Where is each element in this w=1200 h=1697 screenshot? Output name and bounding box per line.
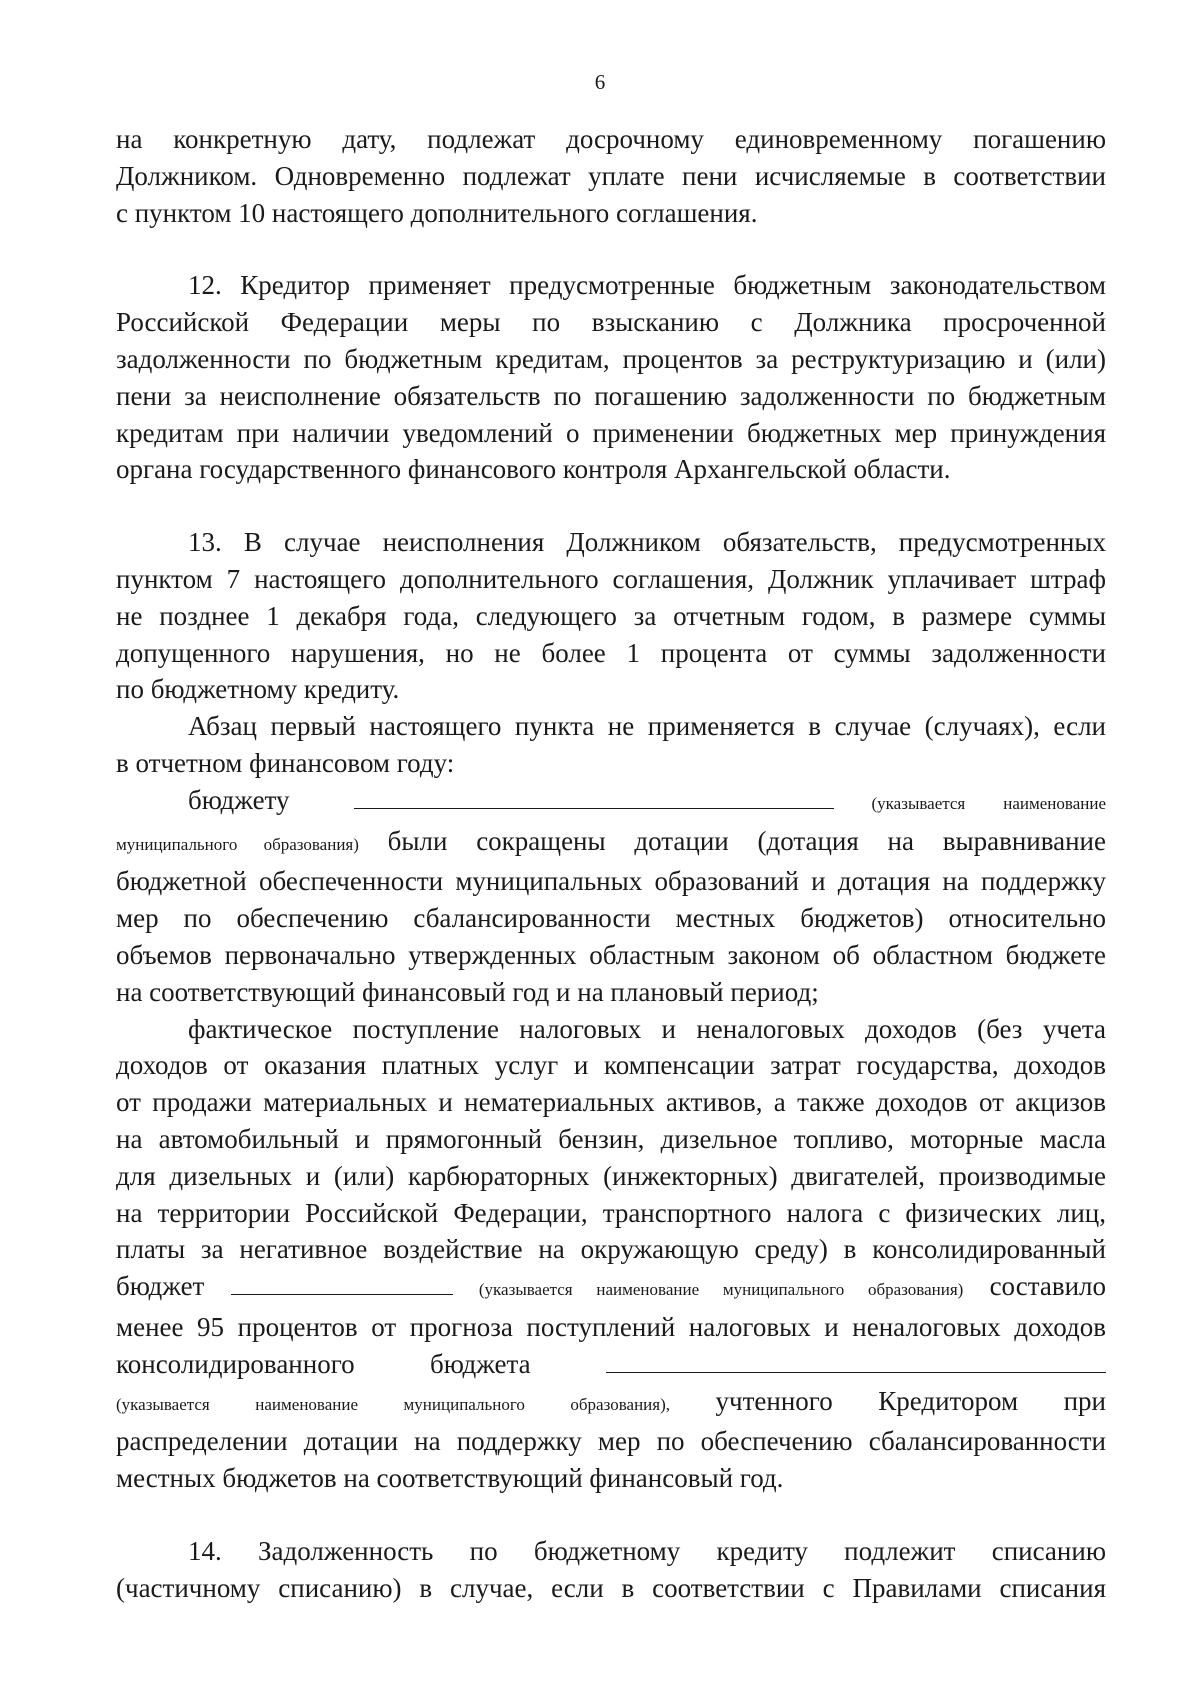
paragraph-11-continuation (116, 121, 1106, 231)
budget-line (116, 1268, 1106, 1309)
text-line (116, 823, 1106, 864)
budget-word: бюджет (116, 1271, 205, 1302)
text-line: 14. Задолженность по бюджетному кредиту подлежит списанию (188, 1535, 1106, 1566)
text-fragment: составило (989, 1271, 1107, 1302)
text-line: 12. Кредитор применяет предусмотренные бюджетным законодательством (188, 270, 1106, 301)
hint-text: наименование (255, 1394, 359, 1414)
text-line: задолженности по бюджетным кредитам, процентов за реструктуризацию и (или) (116, 343, 1106, 374)
text-fragment: были сокращены дотации (дотация на выравнивание (387, 825, 1106, 856)
paragraph-13-second (116, 708, 1106, 782)
text-fragment: бюджета (429, 1348, 531, 1379)
text-line: мер по обеспечению сбалансированности местных бюджетов) относительно (116, 903, 1106, 934)
hint-text: муниципального образования) (116, 834, 359, 854)
budget-line (116, 782, 1106, 823)
text-line: допущенного нарушения, но не более 1 процента от суммы задолженности (116, 637, 1106, 668)
text-line: органа государственного финансового контроля Архангельской области. (116, 454, 951, 485)
paragraph-14 (116, 1533, 1106, 1607)
text-line: с пунктом 10 настоящего дополнительного соглашения. (116, 197, 758, 228)
fill-in-blank (354, 784, 834, 809)
text-line: Должником. Одновременно подлежат уплате пени исчисляемые в соответствии (116, 160, 1106, 191)
text-line: на автомобильный и прямогонный бензин, дизельное топливо, моторные масла (116, 1123, 1106, 1154)
text-line: фактическое поступление налоговых и неналоговых доходов (без учета (188, 1013, 1106, 1044)
budget-word: бюджету (188, 784, 290, 815)
hint-text: (указывается наименование муниципального образования) (478, 1280, 964, 1300)
budget-line (116, 1346, 1106, 1383)
fill-in-blank (231, 1270, 453, 1295)
hint-text: наименование (1003, 793, 1106, 813)
paragraph-13 (116, 524, 1106, 708)
paragraph-12 (116, 267, 1106, 488)
text-line: 13. В случае неисполнения Должником обязательств, предусмотренных (188, 527, 1106, 558)
text-line: распределении дотации на поддержку мер по обеспечению сбалансированности (116, 1426, 1106, 1457)
text-line: на территории Российской Федерации, транспортного налога с физических лиц, (116, 1197, 1106, 1228)
hint-text: образования), (570, 1394, 670, 1414)
text-line: пунктом 7 настоящего дополнительного соглашения, Должник уплачивает штраф (116, 563, 1106, 594)
paragraph-13-budget-condition (116, 782, 1106, 1011)
page-number: 6 (594, 70, 606, 94)
text-line: доходов от оказания платных услуг и компенсации затрат государства, доходов (116, 1050, 1106, 1081)
document-body (116, 121, 1106, 1606)
text-line: объемов первоначально утвержденных областным законом об областном бюджете (116, 939, 1106, 970)
text-line: по бюджетному кредиту. (116, 674, 400, 705)
text-line: на конкретную дату, подлежат досрочному единовременному погашению (116, 124, 1106, 154)
text-line: пени за неисполнение обязательств по погашению задолженности по бюджетным (116, 380, 1106, 411)
text-line: менее 95 процентов от прогноза поступлений налоговых и неналоговых доходов (116, 1311, 1106, 1342)
text-line: Абзац первый настоящего пункта не применяется в случае (случаях), если (188, 711, 1106, 742)
hint-text: муниципального (403, 1394, 525, 1414)
text-line: бюджетной обеспеченности муниципальных образований и дотация на поддержку (116, 866, 1106, 897)
text-line: в отчетном финансовом году: (116, 747, 455, 778)
text-line: для дизельных и (или) карбюраторных (инжекторных) двигателей, производимые (116, 1160, 1106, 1191)
text-line: местных бюджетов на соответствующий финансовый год. (116, 1463, 784, 1494)
text-line: платы за негативное воздействие на окружающую среду) в консолидированный (116, 1234, 1106, 1265)
text-line: кредитам при наличии уведомлений о применении бюджетных мер принуждения (116, 417, 1106, 448)
text-line: от продажи материальных и нематериальных активов, а также доходов от акцизов (116, 1087, 1106, 1118)
text-fragment: консолидированного (116, 1348, 355, 1379)
hint-text: (указывается (116, 1394, 210, 1414)
text-line: на соответствующий финансовый год и на плановый период; (116, 976, 819, 1007)
text-line: Российской Федерации меры по взысканию с Должника просроченной (116, 307, 1106, 338)
paragraph-13-fact-condition (116, 1011, 1106, 1497)
text-line: (частичному списанию) в случае, если в соответствии с Правилами списания (116, 1572, 1106, 1603)
text-line: не позднее 1 декабря года, следующего за отчетным годом, в размере суммы (116, 600, 1106, 631)
hint-text: (указывается (871, 793, 966, 813)
fill-in-blank (606, 1348, 1106, 1373)
text-line (116, 1383, 1106, 1424)
text-fragment: учтенного Кредитором при (715, 1385, 1106, 1416)
